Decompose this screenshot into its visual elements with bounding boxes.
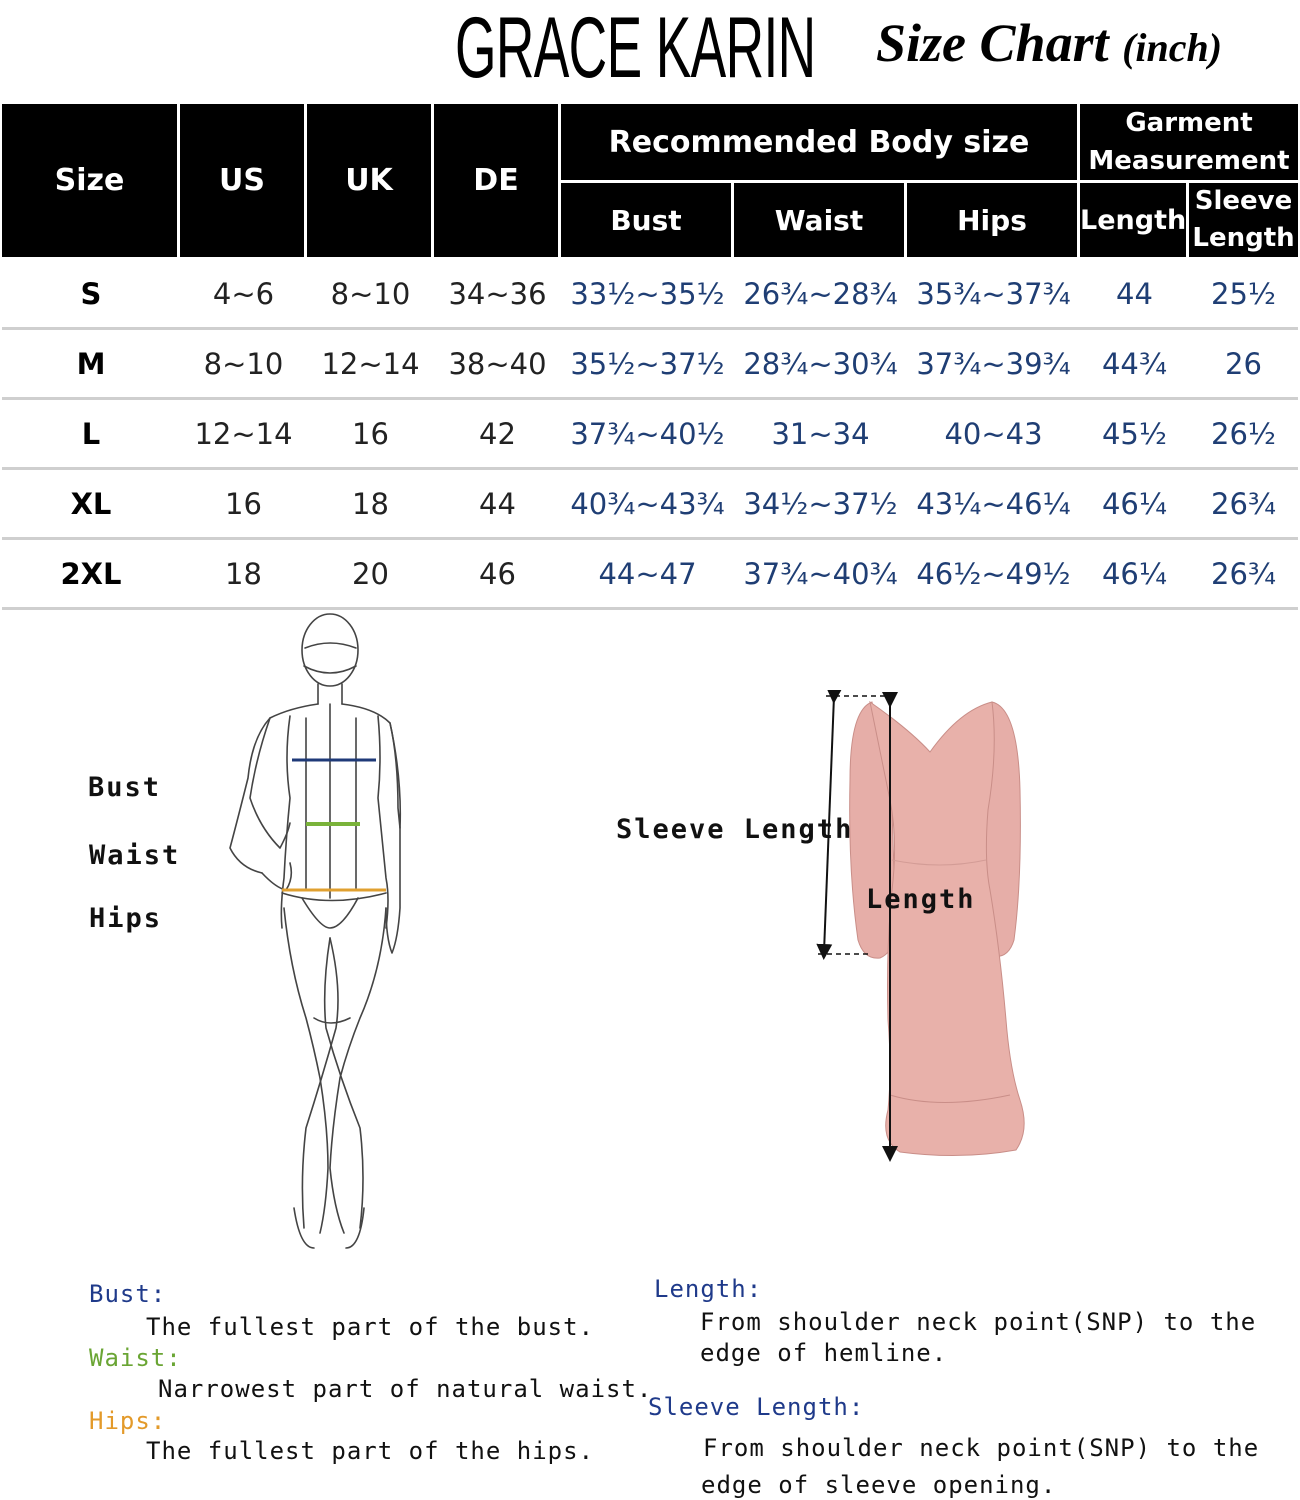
header-size: Size (2, 104, 180, 260)
cell-waist: 31~34 (734, 400, 907, 470)
cell-sleeve: 26½ (1189, 400, 1298, 470)
cell-us: 18 (180, 540, 307, 610)
size-table (2, 104, 1298, 610)
cell-bust: 33½~35½ (561, 260, 734, 330)
def-waist-text: Narrowest part of natural waist. (158, 1375, 653, 1403)
figure-label-sleeve-length: Sleeve Length (616, 814, 854, 845)
table-row (2, 260, 1298, 330)
def-length-text-1: From shoulder neck point(SNP) to the (700, 1308, 1257, 1336)
header-de: DE (434, 104, 561, 260)
header-garment-line1: Garment (1125, 108, 1253, 138)
def-bust-title: Bust: (89, 1280, 167, 1308)
header-sleeve-line2: Length (1192, 223, 1295, 253)
cell-hips: 46½~49½ (907, 540, 1080, 610)
cell-us: 12~14 (180, 400, 307, 470)
cell-us: 4~6 (180, 260, 307, 330)
def-hips-text: The fullest part of the hips. (146, 1437, 595, 1465)
table-row (2, 400, 1298, 470)
table-row (2, 470, 1298, 540)
cell-bust: 44~47 (561, 540, 734, 610)
cell-sleeve: 26¾ (1189, 540, 1298, 610)
cell-size: S (2, 260, 180, 330)
cell-de: 46 (434, 540, 561, 610)
header-bust: Bust (561, 183, 734, 260)
def-length-text-2: edge of hemline. (700, 1339, 948, 1367)
figure-label-waist: Waist (89, 840, 181, 871)
cell-uk: 18 (307, 470, 434, 540)
cell-hips: 35¾~37¾ (907, 260, 1080, 330)
chart-title (876, 12, 1222, 74)
cell-bust: 35½~37½ (561, 330, 734, 400)
cell-waist: 26¾~28¾ (734, 260, 907, 330)
figure-label-hips: Hips (89, 903, 163, 934)
cell-uk: 20 (307, 540, 434, 610)
cell-hips: 40~43 (907, 400, 1080, 470)
cell-length: 44¾ (1080, 330, 1189, 400)
cell-sleeve: 26¾ (1189, 470, 1298, 540)
cell-size: 2XL (2, 540, 180, 610)
cell-size: XL (2, 470, 180, 540)
chart-title-text: Size Chart (876, 13, 1109, 73)
cell-hips: 43¼~46¼ (907, 470, 1080, 540)
cell-bust: 40¾~43¾ (561, 470, 734, 540)
cell-length: 45½ (1080, 400, 1189, 470)
header-waist: Waist (734, 183, 907, 260)
cell-length: 44 (1080, 260, 1189, 330)
def-sleeve-text-1: From shoulder neck point(SNP) to the (703, 1434, 1260, 1462)
cell-hips: 37¾~39¾ (907, 330, 1080, 400)
cell-length: 46¼ (1080, 540, 1189, 610)
body-figure-sketch (210, 608, 430, 1258)
def-sleeve-text-2: edge of sleeve opening. (701, 1471, 1057, 1499)
cell-length: 46¼ (1080, 470, 1189, 540)
cell-uk: 16 (307, 400, 434, 470)
def-waist-title: Waist: (89, 1344, 182, 1372)
cell-size: L (2, 400, 180, 470)
header-length: Length (1080, 183, 1189, 260)
header-garment-line2: Measurement (1088, 146, 1290, 176)
cell-sleeve: 25½ (1189, 260, 1298, 330)
cell-sleeve: 26 (1189, 330, 1298, 400)
cell-de: 34~36 (434, 260, 561, 330)
cell-waist: 34½~37½ (734, 470, 907, 540)
header-uk: UK (307, 104, 434, 260)
def-length-title: Length: (654, 1275, 763, 1303)
cell-uk: 12~14 (307, 330, 434, 400)
cell-size: M (2, 330, 180, 400)
cell-de: 44 (434, 470, 561, 540)
table-row (2, 540, 1298, 610)
header-sleeve-length (1189, 183, 1298, 260)
chart-unit: (inch) (1122, 25, 1223, 70)
dress-figure (810, 690, 1050, 1170)
header-body-size: Recommended Body size (561, 104, 1080, 183)
cell-de: 42 (434, 400, 561, 470)
def-bust-text: The fullest part of the bust. (146, 1313, 595, 1341)
header-sleeve-line1: Sleeve (1194, 186, 1293, 216)
table-row (2, 330, 1298, 400)
cell-waist: 28¾~30¾ (734, 330, 907, 400)
header-garment-measurement (1080, 104, 1298, 183)
cell-bust: 37¾~40½ (561, 400, 734, 470)
brand-logo: GRACE KARIN (455, 0, 816, 96)
cell-de: 38~40 (434, 330, 561, 400)
figure-label-bust: Bust (88, 772, 162, 803)
def-sleeve-title: Sleeve Length: (648, 1393, 865, 1421)
cell-waist: 37¾~40¾ (734, 540, 907, 610)
header-us: US (180, 104, 307, 260)
figure-label-length: Length (866, 884, 976, 915)
cell-us: 16 (180, 470, 307, 540)
def-hips-title: Hips: (89, 1407, 167, 1435)
header-hips: Hips (907, 183, 1080, 260)
cell-uk: 8~10 (307, 260, 434, 330)
cell-us: 8~10 (180, 330, 307, 400)
